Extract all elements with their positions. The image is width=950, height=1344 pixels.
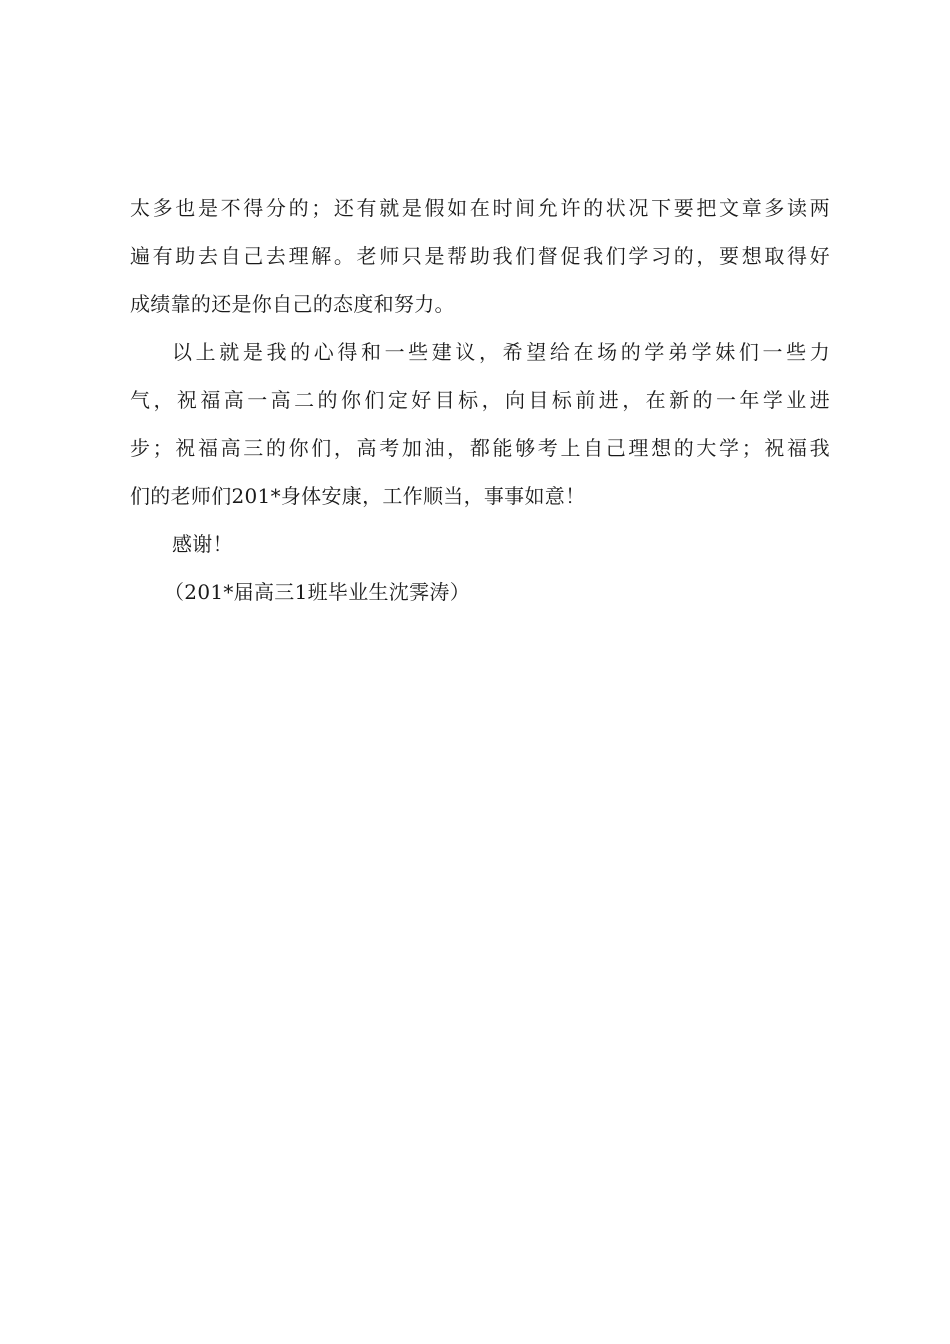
paragraph-2 bbox=[130, 328, 830, 520]
text-line: 成绩靠的还是你自己的态度和努力。 bbox=[130, 292, 455, 316]
text-line: 以上就是我的心得和一些建议，希望给在场的学弟学妹们一些力 bbox=[172, 340, 830, 364]
paragraph-1 bbox=[130, 184, 830, 328]
document-body bbox=[130, 184, 830, 616]
text-line: 遍有助去自己去理解。老师只是帮助我们督促我们学习的，要想取得好 bbox=[130, 244, 830, 268]
text-line: 们的老师们201*身体安康，工作顺当，事事如意！ bbox=[130, 484, 586, 508]
closing-text: 感谢！ bbox=[172, 532, 233, 556]
signature-text: （201*届高三1班毕业生沈霁涛） bbox=[164, 580, 470, 604]
text-line: 步；祝福高三的你们，高考加油，都能够考上自己理想的大学；祝福我 bbox=[130, 436, 830, 460]
text-line: 太多也是不得分的；还有就是假如在时间允许的状况下要把文章多读两 bbox=[130, 196, 830, 220]
text-line: 气，祝福高一高二的你们定好目标，向目标前进，在新的一年学业进 bbox=[130, 388, 830, 412]
